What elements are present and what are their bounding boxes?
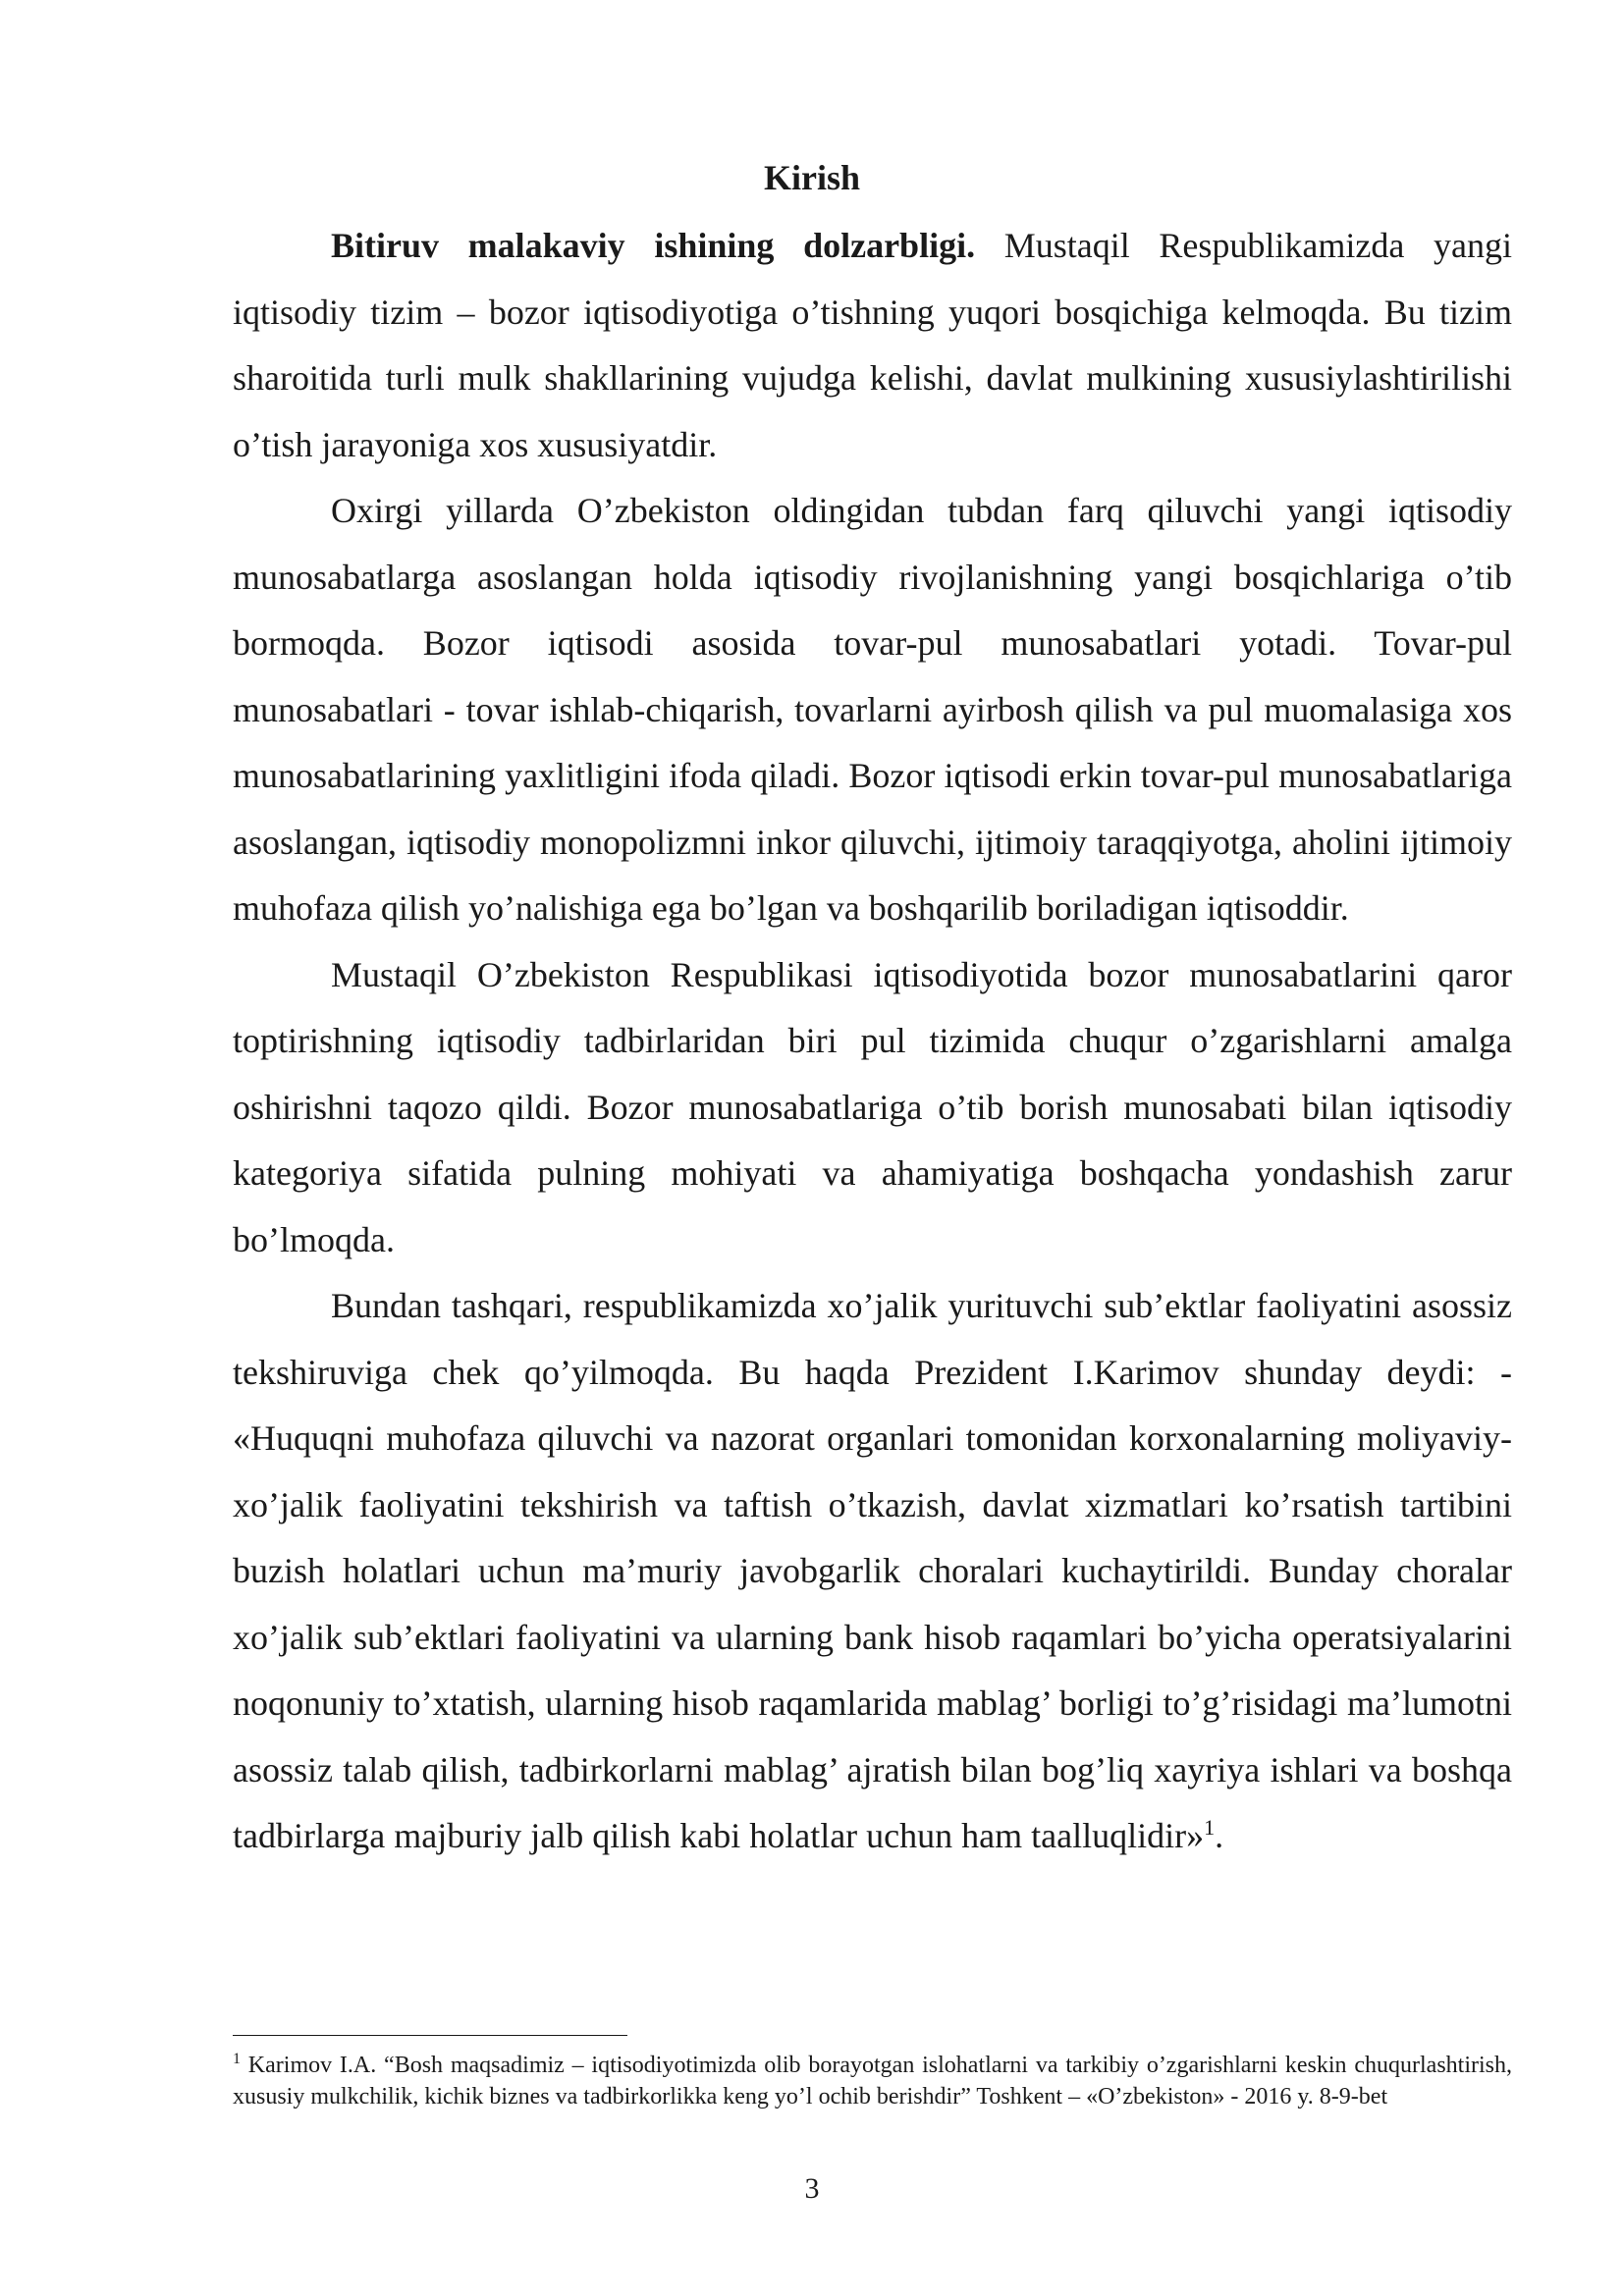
paragraph-text: Mustaqil Respublikamizda yangi iqtisodiy tizim – bozor iqtisodiyotiga o’tishning yuqori bosqichiga kelmoqda. Bu tizim sharoitida turli mulk shakllarining vujudga kelishi, davlat mulkining xususiylashtirilishi o’tish jarayoniga xos xususiyatdir. (233, 226, 1512, 464)
paragraph-text: Mustaqil O’zbekiston Respublikasi iqtisodiyotida bozor munosabatlarini qaror toptirishning iqtisodiy tadbirlaridan biri pul tizimida chuqur o’zgarishlarni amalga oshirishni taqozo qildi. Bozor munosabatlariga o’tib borish munosabati bilan iqtisodiy kategoriya sifatida pulning mohiyati va ahamiyatiga boshqacha yondashish zarur bo’lmoqda. (233, 954, 1512, 1259)
paragraph-president-quote (233, 1273, 1512, 1870)
paragraph-text: Oxirgi yillarda O’zbekiston oldingidan tubdan farq qiluvchi yangi iqtisodiy munosabatlarga asoslangan holda iqtisodiy rivojlanishning yangi bosqichlariga o’tib bormoqda. Bozor iqtisodi asosida tovar-pul munosabatlari yotadi. Tovar-pul munosabatlari - tovar ishlab-chiqarish, tovarlarni ayirbosh qilish va pul muomalasiga xos munosabatlarining yaxlitligini ifoda qiladi. Bozor iqtisodi erkin tovar-pul munosabatlariga asoslangan, iqtisodiy monopolizmni inkor qiluvchi, ijtimoiy taraqqiyotga, aholini ijtimoiy muhofaza qilish yo’nalishiga ega bo’lgan va boshqarilib boriladigan iqtisoddir. (233, 491, 1512, 928)
footnote-marker: 1 (233, 2051, 241, 2067)
footnote-separator (233, 2035, 627, 2036)
paragraph-market-economy (233, 478, 1512, 942)
paragraph-lead: Bitiruv malakaviy ishining dolzarbligi. (331, 226, 976, 265)
footnote (233, 2050, 1512, 2112)
paragraph-money-system (233, 942, 1512, 1274)
paragraph-text: Bundan tashqari, respublikamizda xo’jalik yurituvchi sub’ektlar faoliyatini asossiz tekshiruviga chek qo’yilmoqda. Bu haqda Prezident I.Karimov shunday deydi: - «Huquqni muhofaza qiluvchi va nazorat organlari tomonidan korxonalarning moliyaviy-xo’jalik faoliyatini tekshirish va taftish o’tkazish, davlat xizmatlari ko’rsatish tartibini buzish holatlari uchun ma’muriy javobgarlik choralari kuchaytirildi. Bunday choralar xo’jalik sub’ektlari faoliyatini va ularning bank hisob raqamlari bo’yicha operatsiyalarini noqonuniy to’xtatish, ularning hisob raqamlarida mablag’ borligi to’g’risidagi ma’lumotni asossiz talab qilish, tadbirkorlarni mablag’ ajratish bilan bog’liq xayriya ishlari va boshqa tadbirlarga majburiy jalb qilish kabi holatlar uchun ham taalluqlidir» (233, 1286, 1512, 1855)
section-title: Kirish (763, 158, 860, 197)
footnote-text: Karimov I.A. “Bosh maqsadimiz – iqtisodiyotimizda olib borayotgan islohatlarni va tarkibiy o’zgarishlarni keskin chuqurlashtirish, xususiy mulkchilik, kichik biznes va tadbirkorlikka keng yo’l ochib berishdir” Toshkent – «O’zbekiston» - 2016 y. 8-9-bet (233, 2053, 1512, 2109)
footnote-reference[interactable]: 1 (1204, 1815, 1216, 1840)
body-text (233, 213, 1512, 1870)
paragraph-trailing: . (1215, 1816, 1224, 1855)
paragraph-relevance (233, 213, 1512, 478)
page-number: 3 (804, 2172, 820, 2205)
